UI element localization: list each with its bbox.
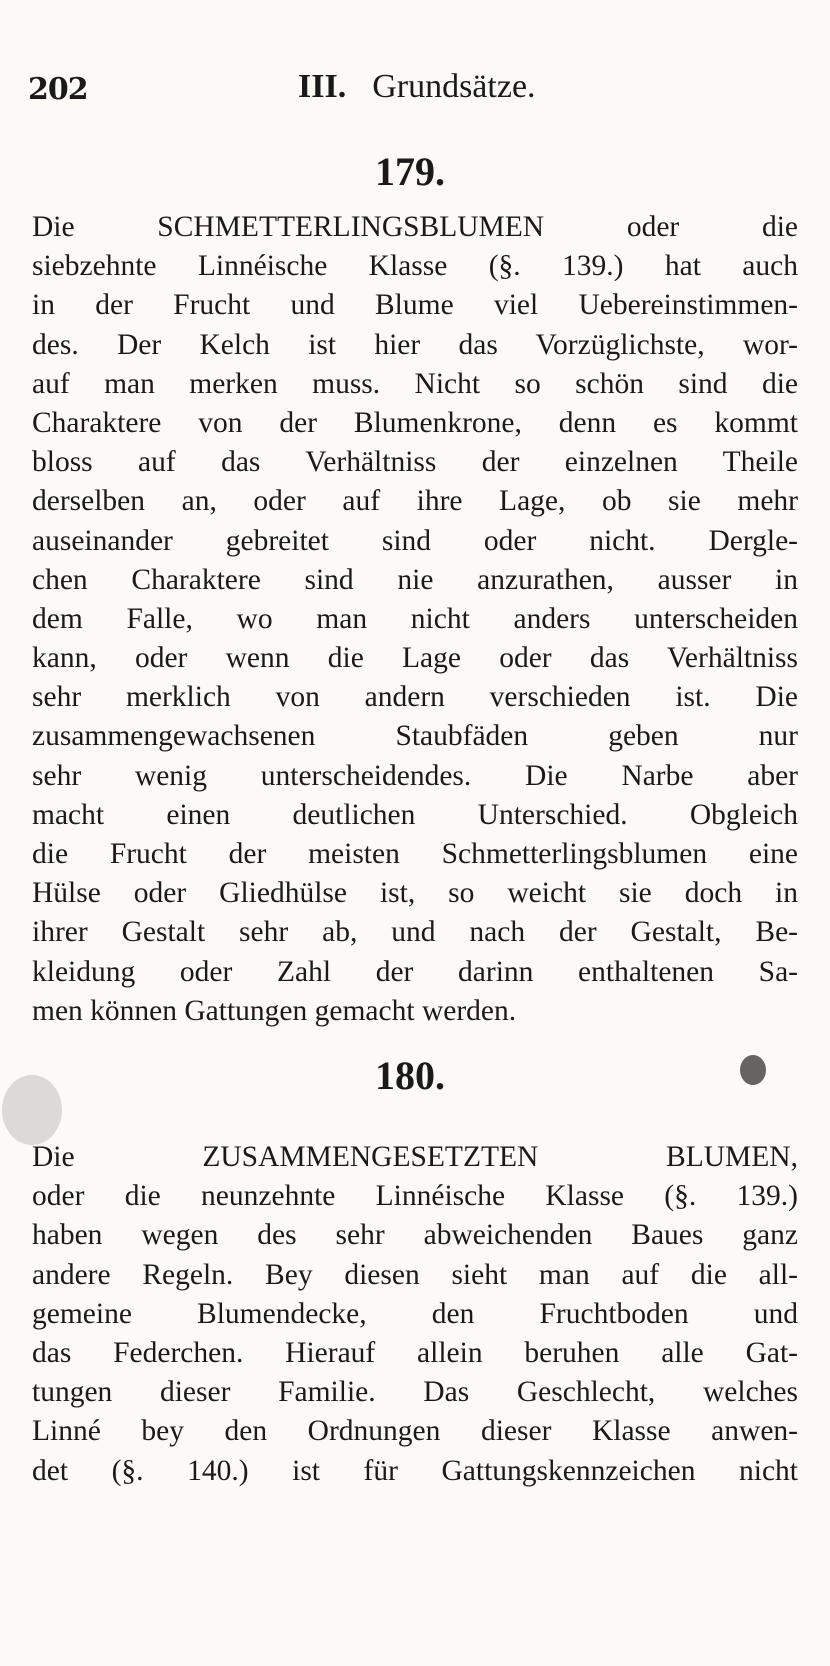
page-number: 202 — [28, 72, 88, 107]
running-head-numeral: III. — [298, 68, 347, 105]
text-line: Die ZUSAMMENGESETZTEN BLUMEN, — [32, 1141, 798, 1173]
text-line: kann, oder wenn die Lage oder das Verhältniss — [32, 642, 798, 675]
text-line: des. Der Kelch ist hier das Vorzüglichste, wor- — [32, 328, 798, 361]
text-line: sehr wenig unterscheidendes. Die Narbe aber — [32, 759, 798, 792]
section-number-180: 180. — [375, 1053, 445, 1098]
text-line: siebzehnte Linnéische Klasse (§. 139.) hat auch — [32, 250, 798, 283]
paragraph-179 — [32, 208, 798, 1031]
text-line: derselben an, oder auf ihre Lage, ob sie mehr — [32, 485, 798, 518]
running-head-title: Grundsätze. — [372, 68, 536, 105]
text-line: Hülse oder Gliedhülse ist, so weicht sie doch in — [32, 877, 798, 910]
text-line: in der Frucht und Blume viel Uebereinstimmen- — [32, 289, 798, 322]
text-line: Charaktere von der Blumenkrone, denn es kommt — [32, 406, 798, 439]
ink-blot — [740, 1055, 766, 1085]
text-line: zusammengewachsenen Staubfäden geben nur — [32, 720, 798, 753]
text-line: chen Charaktere sind nie anzurathen, ausser in — [32, 563, 798, 596]
text-line: oder die neunzehnte Linnéische Klasse (§. 139.) — [32, 1180, 798, 1213]
text-line: Die SCHMETTERLINGSBLUMEN oder die — [32, 211, 798, 243]
text-line: men können Gattungen gemacht werden. — [32, 994, 517, 1027]
text-line: kleidung oder Zahl der darinn enthaltenen Sa- — [32, 955, 798, 988]
text-line: bloss auf das Verhältniss der einzelnen Theile — [32, 446, 798, 479]
text-line: ihrer Gestalt sehr ab, und nach der Gestalt, Be- — [32, 916, 798, 949]
text-line: andere Regeln. Bey diesen sieht man auf die all- — [32, 1258, 798, 1291]
text-line: sehr merklich von andern verschieden ist. Die — [32, 681, 798, 714]
text-line: gemeine Blumendecke, den Fruchtboden und — [32, 1297, 798, 1330]
paper-stain — [2, 1075, 62, 1145]
page-header — [28, 68, 790, 122]
text-line: tungen dieser Familie. Das Geschlecht, welches — [32, 1376, 798, 1409]
paragraph-180 — [32, 1138, 798, 1491]
text-line: auf man merken muss. Nicht so schön sind die — [32, 367, 798, 400]
text-line: dem Falle, wo man nicht anders unterscheiden — [32, 602, 798, 635]
text-line: haben wegen des sehr abweichenden Baues ganz — [32, 1219, 798, 1252]
text-line: auseinander gebreitet sind oder nicht. Dergle- — [32, 524, 798, 557]
text-line: das Federchen. Hierauf allein beruhen alle Gat- — [32, 1336, 798, 1369]
running-head — [298, 68, 536, 106]
text-line: die Frucht der meisten Schmetterlingsblumen eine — [32, 838, 798, 870]
text-line: det (§. 140.) ist für Gattungskennzeichen nicht — [32, 1454, 798, 1487]
text-line: Linné bey den Ordnungen dieser Klasse anwen- — [32, 1415, 798, 1448]
text-line: macht einen deutlichen Unterschied. Obgleich — [32, 798, 798, 831]
section-number-179: 179. — [375, 149, 445, 194]
